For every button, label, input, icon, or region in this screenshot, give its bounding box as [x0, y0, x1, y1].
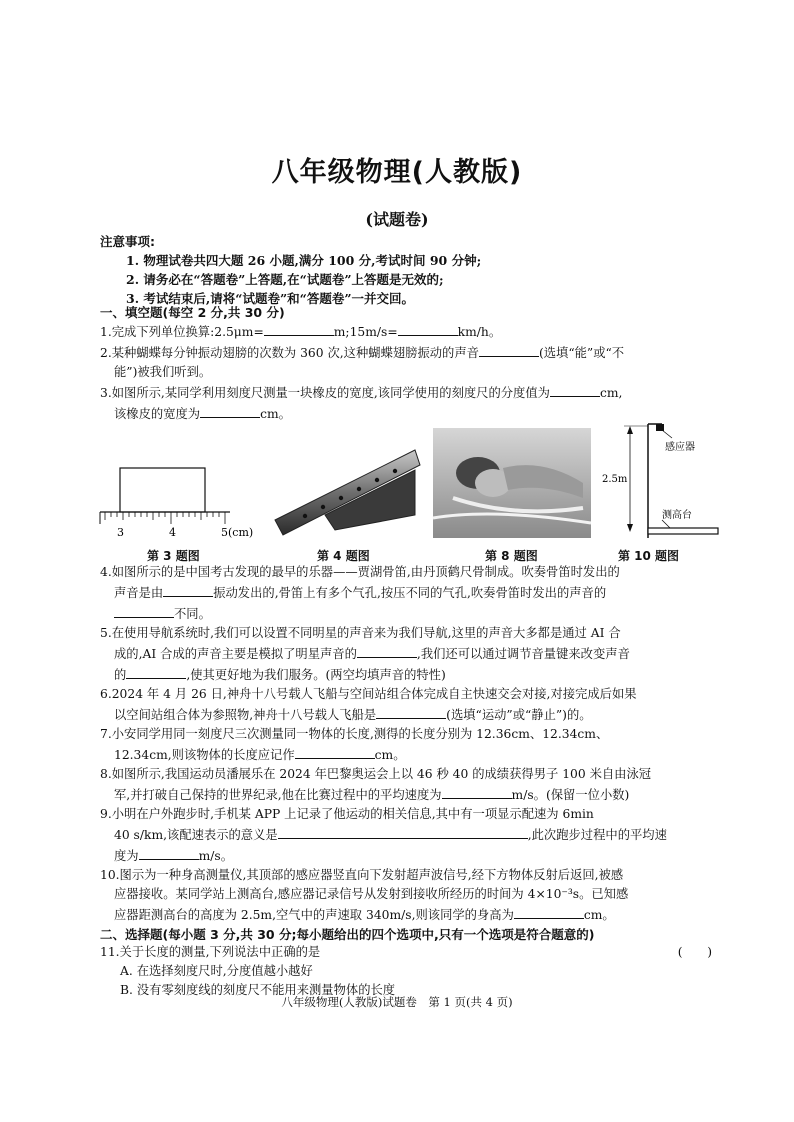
answer-blank[interactable] — [376, 704, 446, 719]
q10-text-a: 10.图示为一种身高测量仪,其顶部的感应器竖直向下发射超声波信号,经下方物体反射后返回,被感 — [100, 868, 624, 882]
answer-blank[interactable] — [163, 582, 213, 597]
section-fill-in-continued — [100, 563, 730, 1000]
q5-text-b: 成的,AI 合成的声音主要是模拟了明星声音的 — [114, 647, 357, 661]
question-4 — [100, 563, 730, 624]
q2-text-b: (选填“能”或“不 — [538, 346, 625, 360]
q6-text-b: 以空间站组合体为参照物,神舟十八号载人飞船是 — [114, 708, 377, 722]
question-5 — [100, 624, 730, 685]
notes-item: 2. 请务必在“答题卷”上答题,在“试题卷”上答题是无效的; — [126, 272, 444, 287]
answer-blank[interactable] — [398, 321, 458, 336]
q4-text-d: 不同。 — [174, 607, 211, 621]
bone-flute-image — [265, 420, 425, 545]
q9-text-a: 9.小明在户外跑步时,手机某 APP 上记录了他运动的相关信息,其中有一项显示配速为 6min — [100, 807, 594, 821]
q11-option-a: A. 在选择刻度尺时,分度值越小越好 — [120, 964, 313, 978]
answer-blank[interactable] — [278, 824, 528, 839]
answer-blank[interactable] — [514, 904, 584, 919]
answer-blank[interactable] — [357, 643, 417, 658]
q8-text-b: 军,并打破自己保持的世界纪录,他在比赛过程中的平均速度为 — [114, 788, 442, 802]
q6-text-a: 6.2024 年 4 月 26 日,神舟十八号载人飞船与空间站组合体完成自主快速交会对接,对接完成后如果 — [100, 687, 637, 701]
sensor-box — [656, 424, 664, 431]
answer-blank[interactable] — [200, 403, 260, 418]
figure-3-caption: 第 3 题图 — [147, 549, 200, 563]
answer-blank[interactable] — [479, 342, 539, 357]
page-title: 八年级物理(人教版) — [271, 157, 523, 188]
q8-text-a: 8.如图所示,我国运动员潘展乐在 2024 年巴黎奥运会上以 46 秒 40 的成绩获得男子 100 米自由泳冠 — [100, 767, 652, 781]
section1-heading: 一、填空题(每空 2 分,共 30 分) — [100, 305, 285, 320]
section2-heading: 二、选择题(每小题 3 分,共 30 分;每小题给出的四个选项中,只有一个选项是符合题意的) — [100, 927, 595, 942]
q5-text-e: ,使其更好地为我们服务。(两空均填声音的特性) — [186, 668, 446, 682]
platform-label: 测高台 — [662, 510, 692, 521]
q7-text-b: 12.34cm,则该物体的长度应记作 — [114, 748, 295, 762]
figure-4 — [265, 420, 425, 563]
answer-blank[interactable] — [264, 321, 334, 336]
question-10 — [100, 866, 730, 925]
question-7 — [100, 725, 730, 765]
question-8 — [100, 765, 730, 805]
answer-blank[interactable] — [114, 603, 174, 618]
q10-text-d: cm。 — [583, 908, 615, 922]
q10-text-c: 应器距测高台的高度为 2.5m,空气中的声速取 340m/s,则该同学的身高为 — [114, 908, 514, 922]
section-fill-in — [100, 303, 730, 424]
figure-8-caption: 第 8 题图 — [485, 549, 538, 563]
q10-text-b: 应器接收。某同学站上测高台,感应器记录信号从发射到接收所经历的时间为 4×10⁻³s。已知感 — [114, 887, 629, 901]
q6-text-c: (选填“运动”或“静止”)的。 — [446, 708, 592, 722]
answer-blank[interactable] — [442, 784, 512, 799]
q3-text-d: cm。 — [260, 407, 291, 421]
swimmer-photo — [433, 428, 591, 538]
answer-paren[interactable]: ( ) — [677, 945, 712, 959]
figure-4-caption: 第 4 题图 — [317, 549, 370, 563]
q2-text-a: 2.某种蝴蝶每分钟振动翅膀的次数为 360 次,这种蝴蝶翅膀振动的声音 — [100, 346, 479, 360]
question-1 — [100, 321, 730, 342]
q9-text-b: 40 s/km,该配速表示的意义是 — [114, 828, 278, 842]
figure-8 — [433, 428, 591, 563]
page-footer: 八年级物理(人教版)试题卷 第 1 页(共 4 页) — [281, 995, 513, 1009]
q3-text-a: 3.如图所示,某同学利用刻度尺测量一块橡皮的宽度,该同学使用的刻度尺的分度值为 — [100, 386, 550, 400]
q2-text-c: 能”)被我们听到。 — [114, 365, 212, 379]
q1-text-a: 1.完成下列单位换算:2.5μm= — [100, 325, 264, 339]
question-6 — [100, 685, 730, 725]
height-label: 2.5m — [602, 474, 628, 485]
page-subtitle: (试题卷) — [365, 210, 429, 229]
q4-text-c: 振动发出的,骨笛上有多个气孔,按压不同的气孔,吹奏骨笛时发出的声音的 — [213, 586, 607, 600]
q8-text-c: m/s。(保留一位小数) — [511, 788, 630, 802]
q1-text-c: km/h。 — [457, 325, 502, 339]
ruler-tick-label: 4 — [169, 526, 176, 539]
answer-blank[interactable] — [139, 845, 199, 860]
q7-text-a: 7.小安同学用同一刻度尺三次测量同一物体的长度,测得的长度分别为 12.36cm、12.34cm、 — [100, 727, 609, 741]
answer-blank[interactable] — [295, 744, 375, 759]
notes-heading: 注意事项: — [100, 234, 155, 249]
sensor-label: 感应器 — [665, 442, 695, 453]
figures-row — [95, 420, 735, 565]
q1-text-b: m;15m/s= — [333, 325, 398, 339]
figure-3 — [95, 420, 254, 563]
ruler-diagram — [95, 420, 254, 545]
q11-option-b: B. 没有零刻度线的刻度尺不能用来测量物体的长度 — [120, 983, 396, 997]
q4-text-a: 4.如图所示的是中国考古发现的最早的乐器——贾湖骨笛,由丹顶鹤尺骨制成。吹奏骨笛时发出的 — [100, 565, 620, 579]
ruler-tick-label: 3 — [117, 526, 124, 539]
q5-text-d: 的 — [114, 668, 127, 682]
q5-text-c: ,我们还可以通过调节音量键来改变声音 — [416, 647, 630, 661]
q5-text-a: 5.在使用导航系统时,我们可以设置不同明星的声音来为我们导航,这里的声音大多都是通过 AI 合 — [100, 626, 621, 640]
question-9 — [100, 805, 730, 866]
q3-text-b: cm, — [599, 386, 623, 400]
question-2 — [100, 342, 730, 382]
height-meter-diagram — [600, 420, 735, 545]
q4-text-b: 声音是由 — [114, 586, 164, 600]
platform-box — [648, 528, 718, 534]
figure-10-caption: 第 10 题图 — [618, 549, 680, 563]
figure-10 — [600, 420, 735, 563]
ruler-tick-label: 5(cm) — [221, 526, 254, 539]
q9-text-e: m/s。 — [198, 849, 234, 863]
q9-text-c: ,此次跑步过程中的平均速 — [527, 828, 667, 842]
q11-text: 11.关于长度的测量,下列说法中正确的是 — [100, 945, 321, 959]
answer-blank[interactable] — [126, 664, 186, 679]
answer-blank[interactable] — [550, 382, 600, 397]
notes-item: 1. 物理试卷共四大题 26 小题,满分 100 分,考试时间 90 分钟; — [126, 253, 482, 268]
notes-block — [100, 232, 720, 308]
notes-item: 3. 考试结束后,请将“试题卷”和“答题卷”一并交回。 — [126, 291, 415, 306]
question-11 — [100, 943, 730, 1000]
q3-text-c: 该橡皮的宽度为 — [114, 407, 201, 421]
q9-text-d: 度为 — [114, 849, 139, 863]
question-3 — [100, 382, 730, 424]
q7-text-c: cm。 — [374, 748, 406, 762]
